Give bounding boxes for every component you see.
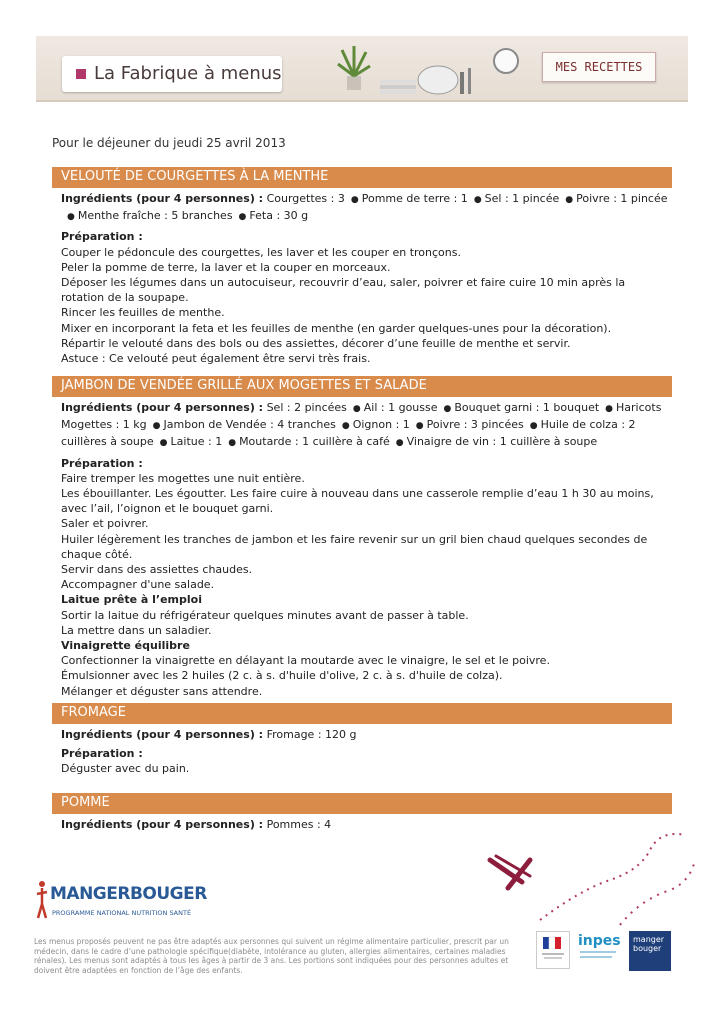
ingredient: Moutarde : 1 cuillère à café	[239, 435, 390, 449]
mes-recettes-label: MES RECETTES	[555, 60, 643, 74]
subrecipe-title: Laitue prête à l’emploi	[61, 593, 202, 607]
step: Sortir la laitue du réfrigérateur quelques minutes avant de passer à table.	[61, 608, 469, 622]
utensils-swirl-decoration	[470, 820, 700, 930]
preparation-label: Préparation :	[61, 747, 143, 761]
preparation-label: Préparation :	[61, 230, 143, 244]
step: Déposer les légumes dans un autocuiseur, recouvrir d’eau, saler, poivrer et faire cuire 10 min après la rotation de la soupape.	[61, 276, 626, 305]
inpes-wordmark: inpes	[578, 933, 621, 949]
inpes-subtext-line	[580, 956, 612, 958]
cookware-icon	[380, 62, 480, 96]
mes-recettes-badge[interactable]	[542, 52, 656, 82]
step: Couper le pédoncule des courgettes, les laver et les couper en tronçons.	[61, 245, 461, 259]
bullet-icon: ●	[473, 195, 482, 205]
step: Faire tremper les mogettes une nuit entière.	[61, 471, 305, 485]
bullet-icon: ●	[350, 195, 359, 205]
menu-date: Pour le déjeuner du jeudi 25 avril 2013	[52, 136, 286, 150]
step: Rincer les feuilles de menthe.	[61, 306, 225, 320]
preparation-label: Préparation :	[61, 456, 143, 470]
section-header	[52, 376, 672, 397]
ingredient: Laitue : 1	[170, 435, 223, 449]
ingredient: Ail : 1 gousse	[363, 401, 438, 414]
bullet-icon: ●	[159, 438, 168, 449]
ingredients-line	[61, 191, 671, 225]
section-header	[52, 703, 672, 724]
marianne-flag-icon	[537, 932, 569, 968]
ingredients-line	[61, 727, 671, 742]
bullet-icon: ●	[395, 438, 404, 449]
step: La mettre dans un saladier.	[61, 623, 212, 637]
step: Peler la pomme de terre, la laver et la couper en morceaux.	[61, 260, 391, 274]
mangerbouger-small-logo[interactable]	[629, 931, 671, 971]
plant-icon	[334, 44, 374, 90]
bullet-icon: ●	[352, 404, 361, 414]
ingredient: Poivre : 3 pincées	[426, 418, 524, 432]
section-title: JAMBON DE VENDÉE GRILLÉ AUX MOGETTES ET SALADE	[61, 378, 427, 393]
step: Confectionner la vinaigrette en délayant la moutarde avec le vinaigre, le sel et le poivre.	[61, 654, 550, 668]
section-header	[52, 167, 672, 188]
step: Les ébouillanter. Les égoutter. Les faire cuire à nouveau dans une casserole remplie d’eau 1 h 30 au moins, avec l’ail, l’oignon et le bouquet garni.	[61, 487, 654, 516]
step: Mixer en incorporant la feta et les feuilles de menthe (en garder quelques-unes pour la décoration).	[61, 321, 612, 335]
ingredient: Pommes : 4	[266, 818, 332, 831]
ingredient: Poivre : 1 pincée	[576, 192, 668, 205]
square-bullet-icon	[76, 69, 86, 79]
disclaimer-text: Les menus proposés peuvent ne pas être adaptés aux personnes qui suivent un régime alimentaire particulier, prescrit par un médecin, dans le cadre d’une pathologie spécifique(diabète, intolérance au gluten, allergies alimentaires, certaines maladies rénales). Les menus sont adaptés à tous les âges à partir de 3 ans. Les portions sont indiquées pour des personnes adultes et doivent être adaptées en fonction de l’âge des enfants.	[34, 937, 509, 975]
recipe-body	[61, 727, 671, 777]
mangerbouger-small-wordmark: manger bouger	[633, 935, 665, 953]
step: Saler et poivrer.	[61, 517, 149, 531]
bullet-icon: ●	[443, 404, 452, 414]
ingredients-label: Ingrédients (pour 4 personnes) :	[61, 818, 264, 831]
step: Émulsionner avec les 2 huiles (2 c. à s. d'huile d'olive, 2 c. à s. d'huile de colza).	[61, 669, 503, 683]
site-title: La Fabrique à menus	[94, 63, 282, 84]
inpes-subtext-line	[580, 951, 616, 953]
recipe-body	[61, 191, 671, 366]
ingredient: Huile de colza : 2 cuillères à soupe	[61, 418, 636, 449]
ingredients-label: Ingrédients (pour 4 personnes) :	[61, 728, 264, 741]
ingredient: Sel : 1 pincée	[484, 192, 560, 205]
step: Déguster avec du pain.	[61, 762, 190, 776]
inpes-logo[interactable]	[576, 931, 620, 967]
ingredient: Courgettes : 3	[266, 192, 345, 205]
bullet-icon: ●	[238, 212, 247, 223]
ingredient: Vinaigre de vin : 1 cuillère à soupe	[406, 435, 598, 449]
recipe-body	[61, 400, 671, 699]
ingredient: Menthe fraîche : 5 branches	[77, 209, 233, 223]
mangerbouger-logo[interactable]	[36, 878, 206, 922]
bullet-icon: ●	[605, 404, 614, 414]
step: Servir dans des assiettes chaudes.	[61, 563, 253, 577]
ingredient: Bouquet garni : 1 bouquet	[454, 401, 600, 414]
step: Accompagner d'une salade.	[61, 578, 215, 592]
ingredient: Fromage : 120 g	[266, 728, 357, 741]
bullet-icon: ●	[152, 421, 161, 432]
step: Huiler légèrement les tranches de jambon et les faire revenir sur un gril bien chaud quelques secondes de chaque côté.	[61, 532, 648, 561]
ingredient: Sel : 2 pincées	[266, 401, 347, 414]
section-title: VELOUTÉ DE COURGETTES À LA MENTHE	[61, 169, 329, 184]
clock-icon	[493, 48, 519, 74]
site-title-tag[interactable]	[62, 56, 282, 92]
bullet-icon: ●	[529, 421, 538, 432]
ingredient: Oignon : 1	[352, 418, 410, 432]
ingredients-label: Ingrédients (pour 4 personnes) :	[61, 192, 264, 205]
ingredients-line	[61, 400, 671, 452]
ingredient: Jambon de Vendée : 4 tranches	[163, 418, 336, 432]
brand-name: MANGERBOUGER	[50, 884, 207, 904]
bullet-icon: ●	[67, 212, 75, 223]
section-title: FROMAGE	[61, 705, 126, 720]
subrecipe-title: Vinaigrette équilibre	[61, 639, 190, 653]
step: Répartir le velouté dans des bols ou des assiettes, décorer d’une feuille de menthe et servir.	[61, 336, 571, 350]
runner-figure-icon	[36, 880, 48, 920]
bullet-icon: ●	[341, 421, 350, 432]
section-header	[52, 793, 672, 814]
section-title: POMME	[61, 795, 110, 810]
step: Astuce : Ce velouté peut également être servi très frais.	[61, 352, 371, 366]
ingredient: Feta : 30 g	[249, 209, 309, 223]
ministry-logo[interactable]	[536, 931, 570, 969]
ingredient: Pomme de terre : 1	[361, 192, 468, 205]
ingredients-label: Ingrédients (pour 4 personnes) :	[61, 401, 264, 414]
ingredient: Haricots Mogettes : 1 kg	[61, 401, 662, 432]
bullet-icon: ●	[415, 421, 424, 432]
bullet-icon: ●	[565, 195, 574, 205]
step: Mélanger et déguster sans attendre.	[61, 684, 263, 698]
brand-subtitle: PROGRAMME NATIONAL NUTRITION SANTÉ	[52, 909, 192, 917]
bullet-icon: ●	[228, 438, 237, 449]
